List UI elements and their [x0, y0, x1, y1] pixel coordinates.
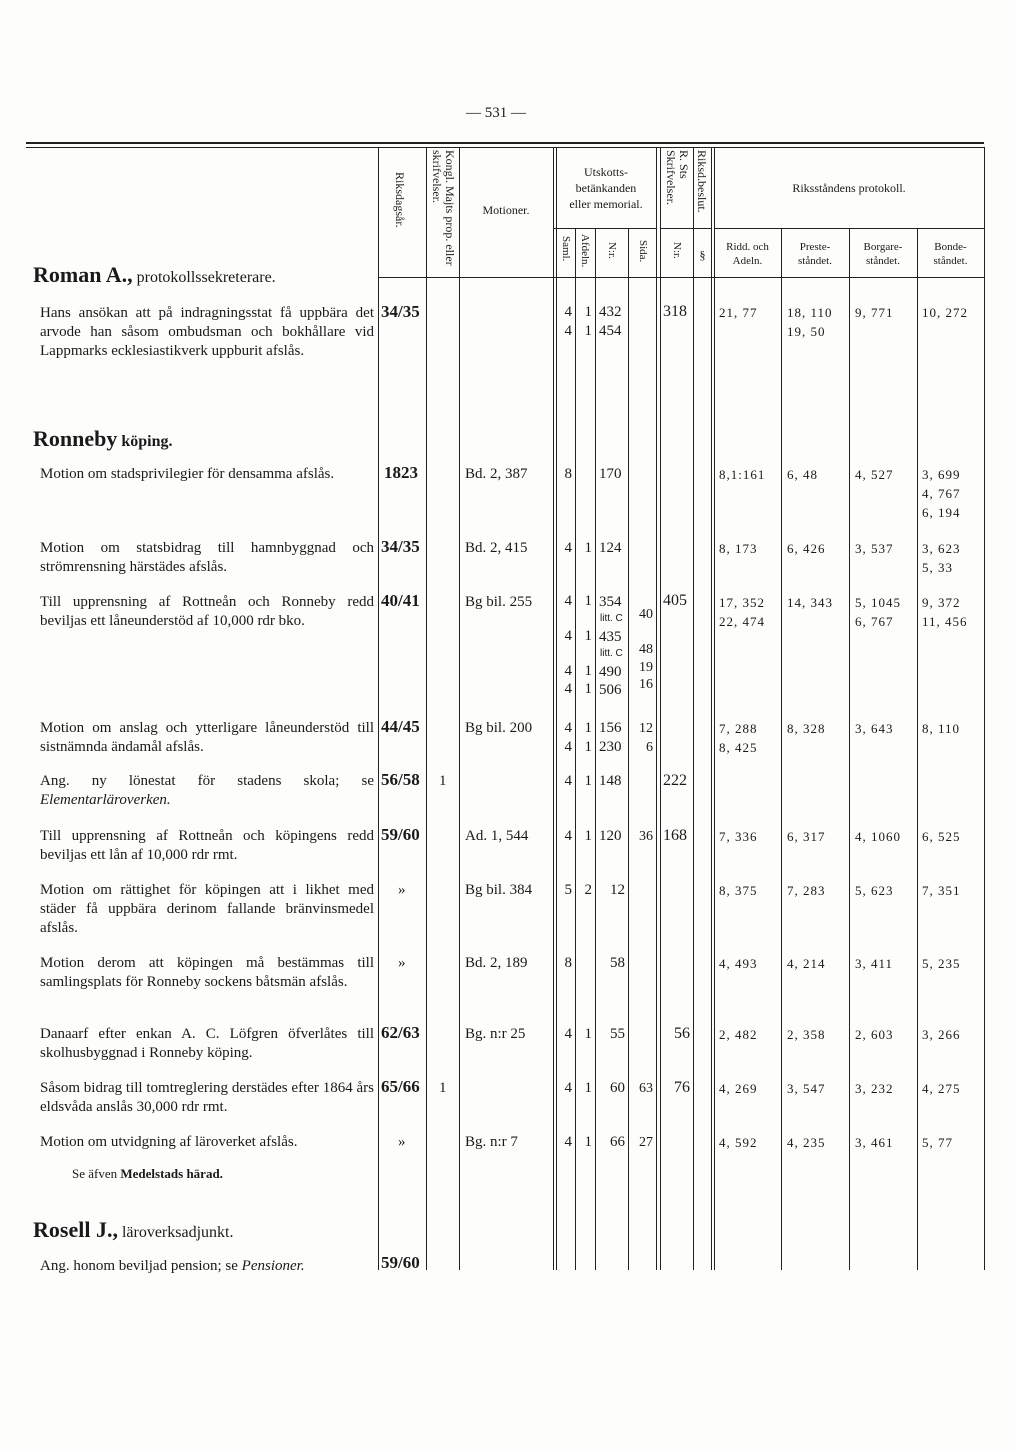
row-nr: 124 — [599, 540, 622, 556]
entry-heading-roman — [33, 262, 276, 288]
col-rule — [849, 228, 850, 1270]
col-rule — [660, 147, 661, 1270]
row-afd: 1 — [584, 773, 592, 789]
row-nr: 490 — [599, 664, 622, 680]
header-bonde-1: Bonde- — [934, 241, 967, 253]
header-ridd-1: Ridd. och — [726, 241, 769, 253]
row-bonde: 8, 110 — [922, 721, 961, 736]
row-prest: 3, 547 — [787, 1081, 826, 1096]
row-prest: 6, 48 — [787, 467, 818, 482]
row-saml: 8 — [564, 955, 572, 971]
row-saml: 4 4 — [564, 304, 572, 339]
header-paragraph: § — [699, 248, 706, 262]
entry-title: läroverksadjunkt. — [121, 1224, 234, 1241]
row-saml: 5 — [564, 882, 572, 898]
row-nr: 148 — [599, 773, 622, 789]
col-rule — [656, 147, 657, 1270]
header-saml: Saml. — [560, 236, 572, 262]
row-ridd: 4, 592 — [719, 1135, 758, 1150]
header-motioner: Motioner. — [482, 203, 530, 217]
row-sida: 27 — [639, 1135, 653, 1150]
col-rule — [693, 147, 694, 1270]
row-saml: 4 — [564, 773, 572, 789]
row-sida: 40 48 19 16 — [639, 607, 653, 692]
row-description: Danaarf efter enkan A. C. Löfgren öfverlåtes till skolhusbyggnad i Ronneby köping. — [40, 1026, 374, 1061]
row-description-text: Ang. ny lönestat för stadens skola; se — [40, 773, 374, 789]
header-betankanden: betänkanden — [575, 181, 637, 195]
utskott-sub-rule — [554, 228, 656, 229]
row-saml: 4 4 — [564, 720, 572, 755]
row-description: Till upprensning af Rottneån och köpingens redd beviljas ett lån af 10,000 rdr rmt. — [40, 828, 374, 863]
row-sida: 12 6 — [639, 721, 653, 755]
row-motion: Bg bil. 255 — [465, 594, 533, 610]
top-rule — [26, 142, 984, 144]
row-motion: Bg bil. 200 — [465, 720, 533, 736]
header-afdeln: Afdeln. — [579, 234, 591, 268]
entry-heading-rosell — [33, 1217, 233, 1243]
row-kongl: 1 — [439, 773, 447, 789]
header-nr2: N:r. — [671, 242, 683, 259]
row-skr: 56 — [674, 1025, 690, 1042]
row-afd: 1 1 — [584, 720, 592, 755]
entry-name: Ronneby — [33, 426, 118, 451]
row-prest: 8, 328 — [787, 721, 826, 736]
row-description: Motion om statsbidrag till hamnbyggnad och strömrensning härstädes afslås. — [40, 540, 374, 575]
entry-title: protokollssekreterare. — [136, 269, 276, 286]
row-description: Motion om anslag och ytterligare låneunderstöd till sistnämnda ändamål afslås. — [40, 720, 374, 755]
col-rule — [781, 228, 782, 1270]
row-year: » — [398, 955, 406, 971]
header-borg-1: Borgare- — [863, 241, 903, 253]
col-rule — [378, 147, 379, 1270]
row-motion: Bd. 2, 387 — [465, 466, 528, 482]
row-year: 65/66 — [381, 1077, 420, 1096]
row-nr: 60 — [610, 1080, 625, 1096]
row-nr: 435 — [599, 629, 622, 645]
header-riksdagsar: Riksdagsår. — [393, 172, 407, 228]
row-prest: 4, 214 — [787, 956, 826, 971]
col-rule — [984, 147, 985, 1270]
top-rule-thin — [26, 147, 984, 148]
row-year: 1823 — [384, 463, 418, 482]
header-bonde-2: ståndet. — [933, 255, 968, 267]
row-motion: Bd. 2, 415 — [465, 540, 528, 556]
row-description: Till upprensning af Rottneån och Ronneby redd beviljas ett låneunderstöd af 10,000 rdr bko. — [40, 594, 374, 629]
row-year: » — [398, 1134, 406, 1150]
row-bonde: 6, 525 — [922, 829, 961, 844]
see-also-link[interactable]: Medelstads härad. — [120, 1166, 223, 1181]
entry-heading-ronneby — [33, 426, 173, 452]
row-motion: Bg bil. 384 — [465, 882, 533, 898]
row-saml: 4 — [564, 1080, 572, 1096]
row-year: 34/35 — [381, 302, 420, 321]
row-nr: 58 — [610, 955, 625, 971]
entry-name: Roman A., — [33, 262, 133, 287]
row-description — [40, 1257, 374, 1276]
row-borg: 3, 411 — [855, 956, 894, 971]
header-riksd-beslut: Riksd.beslut. — [695, 150, 709, 213]
row-borg: 3, 643 — [855, 721, 894, 736]
skr-sub-rule — [661, 228, 711, 229]
row-borg: 5, 1045 6, 767 — [855, 595, 901, 629]
entry-name: Rosell J., — [33, 1217, 118, 1242]
row-prest: 7, 283 — [787, 883, 826, 898]
row-borg: 3, 461 — [855, 1135, 894, 1150]
row-ridd: 8, 173 — [719, 541, 758, 556]
header-borg-2: ståndet. — [866, 255, 900, 267]
row-description — [40, 772, 374, 810]
row-ridd: 4, 493 — [719, 956, 758, 971]
row-bonde: 5, 77 — [922, 1135, 953, 1150]
row-afd: 1 1 — [584, 304, 592, 339]
row-ridd: 7, 288 8, 425 — [719, 721, 758, 755]
row-description-ref[interactable]: Pensioner. — [241, 1258, 305, 1274]
row-borg: 3, 537 — [855, 541, 894, 556]
row-ridd: 8,1:161 — [719, 467, 766, 482]
row-year: 62/63 — [381, 1023, 420, 1042]
row-afd: 1 — [584, 1080, 592, 1096]
row-ridd: 17, 352 22, 474 — [719, 595, 765, 629]
row-nr: 432 454 — [599, 304, 622, 339]
row-skr: 168 — [663, 827, 687, 844]
row-saml: 4 — [564, 1134, 572, 1150]
row-prest: 14, 343 — [787, 595, 833, 610]
row-litt: litt. C — [600, 648, 623, 659]
header-kongl: Kongl. Majts prop. eller skrifvelser. — [430, 150, 457, 266]
row-ridd: 8, 375 — [719, 883, 758, 898]
row-year: 44/45 — [381, 717, 420, 736]
row-motion: Ad. 1, 544 — [465, 828, 529, 844]
col-rule — [426, 147, 427, 1270]
row-saml: 8 — [564, 466, 572, 482]
row-bonde: 3, 266 — [922, 1027, 961, 1042]
row-nr: 55 — [610, 1026, 625, 1042]
row-bonde: 4, 275 — [922, 1081, 961, 1096]
row-saml: 4 — [564, 540, 572, 556]
row-year: 56/58 — [381, 770, 420, 789]
row-nr: 66 — [610, 1134, 625, 1150]
col-rule — [459, 147, 460, 1270]
row-borg: 2, 603 — [855, 1027, 894, 1042]
row-motion: Bg. n:r 25 — [465, 1026, 526, 1042]
row-skr: 405 — [663, 592, 687, 609]
header-eller-memorial: eller memorial. — [569, 197, 643, 211]
row-description: Motion om rättighet för köpingen att i likhet med städer få uppbära derinom fallande bränvinsmedel afslås. — [40, 882, 374, 936]
col-rule — [595, 228, 596, 1270]
row-prest: 2, 358 — [787, 1027, 826, 1042]
row-description: Såsom bidrag till tomtreglering derstädes efter 1864 års eldsvåda anslås 30,000 rdr rmt. — [40, 1080, 374, 1115]
row-bonde: 9, 372 11, 456 — [922, 595, 968, 629]
row-sida: 63 — [639, 1081, 653, 1096]
row-nr: 156 230 — [599, 720, 622, 755]
row-prest: 18, 110 19, 50 — [787, 305, 833, 339]
row-skr: 318 — [663, 303, 687, 320]
row-skr: 76 — [674, 1079, 690, 1096]
row-prest: 6, 317 — [787, 829, 826, 844]
row-description: Motion om stadsprivilegier för densamma afslås. — [40, 466, 335, 482]
see-also — [72, 1164, 223, 1183]
row-prest: 4, 235 — [787, 1135, 826, 1150]
row-nr: 170 — [599, 466, 622, 482]
see-also-text: Se äfven — [72, 1166, 118, 1181]
row-afd: 2 — [584, 882, 592, 898]
row-saml: 4 — [564, 1026, 572, 1042]
row-afd: 1 — [584, 1026, 592, 1042]
row-afd: 1 1 1 1 — [584, 593, 592, 697]
col-rule — [714, 147, 715, 1270]
row-year: 34/35 — [381, 537, 420, 556]
row-borg: 4, 1060 — [855, 829, 901, 844]
row-motion: Bd. 2, 189 — [465, 955, 528, 971]
row-ridd: 7, 336 — [719, 829, 758, 844]
header-ridd-2: Adeln. — [732, 255, 763, 267]
row-description: Hans ansökan att på indragningsstat få uppbära det arvode han såsom ombudsman och bokhållare vid Lappmarks ecklesiastikverk uppburit afslås. — [40, 305, 374, 359]
header-utskotts: Utskotts- — [583, 165, 628, 179]
row-nr: 120 — [599, 828, 622, 844]
row-borg: 9, 771 — [855, 305, 894, 320]
row-bonde: 10, 272 — [922, 305, 968, 320]
row-bonde: 5, 235 — [922, 956, 961, 971]
row-description-text: Ang. honom beviljad pension; se — [40, 1258, 238, 1274]
row-ridd: 4, 269 — [719, 1081, 758, 1096]
row-bonde: 7, 351 — [922, 883, 961, 898]
row-saml: 4 — [564, 828, 572, 844]
row-year: 40/41 — [381, 591, 420, 610]
row-skr: 222 — [663, 772, 687, 789]
header-sida: Sida. — [637, 240, 649, 263]
row-bonde: 3, 623 5, 33 — [922, 541, 961, 575]
row-nr: 354 — [599, 594, 622, 610]
header-bottom-rule — [378, 277, 984, 278]
row-bonde: 3, 699 4, 767 6, 194 — [922, 467, 961, 520]
row-borg: 3, 232 — [855, 1081, 894, 1096]
row-motion: Bg. n:r 7 — [465, 1134, 518, 1150]
page-number: — 531 — — [466, 105, 526, 121]
row-borg: 4, 527 — [855, 467, 894, 482]
row-nr: 12 — [610, 882, 625, 898]
row-year: » — [398, 882, 406, 898]
col-rule — [711, 147, 712, 1270]
header-protokoll: Riksståndens protokoll. — [792, 181, 906, 195]
row-prest: 6, 426 — [787, 541, 826, 556]
row-description: Motion om utvidgning af läroverket afslås. — [40, 1134, 298, 1150]
header-prest-1: Preste- — [799, 241, 831, 253]
header-nr: N:r. — [606, 242, 618, 259]
row-ridd: 2, 482 — [719, 1027, 758, 1042]
row-sida: 36 — [639, 829, 653, 844]
row-saml: 4 4 4 4 — [564, 593, 572, 697]
row-nr: 506 — [599, 682, 622, 698]
row-afd: 1 — [584, 1134, 592, 1150]
row-borg: 5, 623 — [855, 883, 894, 898]
row-description: Motion derom att köpingen må bestämmas till samlingsplats för Ronneby sockens båtsmän afslås. — [40, 955, 374, 990]
row-afd: 1 — [584, 540, 592, 556]
col-rule — [553, 147, 554, 1270]
row-litt: litt. C — [600, 613, 623, 624]
col-rule — [917, 228, 918, 1270]
row-year: 59/60 — [381, 1253, 420, 1272]
row-ridd: 21, 77 — [719, 305, 758, 320]
header-prest-2: ståndet. — [798, 255, 832, 267]
row-kongl: 1 — [439, 1080, 447, 1096]
header-r-sts: R. Sts Skrifvelser. — [664, 150, 691, 205]
row-year: 59/60 — [381, 825, 420, 844]
row-description-ref: Elementarläroverken. — [40, 792, 171, 808]
row-afd: 1 — [584, 828, 592, 844]
entry-title: köping. — [121, 433, 173, 450]
